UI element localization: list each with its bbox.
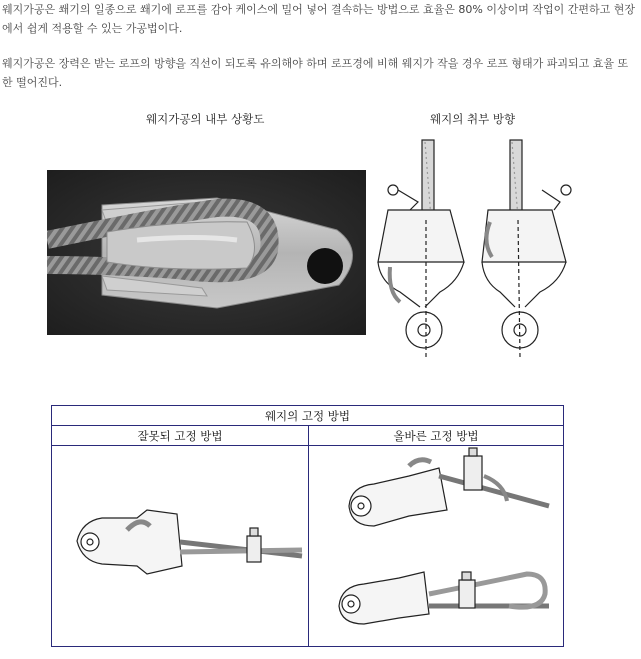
wrong-method-drawing [52, 446, 308, 646]
right-method-drawing [309, 446, 563, 646]
internal-diagram-caption: 웨지가공의 내부 상황도 [146, 112, 265, 126]
wedge-socket-photo [47, 170, 366, 335]
right-method-header: 올바른 고정 방법 [309, 426, 563, 446]
wrong-method-cell [52, 446, 309, 646]
caution-paragraph: 웨지가공은 장력은 받는 로프의 방향을 직선이 되도록 유의해야 하며 로프경에 비해 웨지가 작을 경우 로프 형태가 파괴되고 효율 또한 떨어진다. [2, 57, 629, 89]
wedge-fixing-table [51, 405, 564, 647]
intro-paragraph: 웨지가공은 쐐기의 일종으로 쐐기에 로프를 감아 케이스에 밀어 넣어 결속하는 방법으로 효율은 80% 이상이며 작업이 간편하고 현장에서 쉽게 적용할 수 있는 가공법이다. [2, 3, 635, 35]
table-title: 웨지의 고정 방법 [52, 406, 563, 426]
right-method-cell [309, 446, 563, 646]
wrong-method-header: 잘못되 고정 방법 [52, 426, 309, 446]
direction-diagram-caption: 웨지의 취부 방향 [430, 112, 516, 126]
wedge-mounting-direction-drawing [370, 132, 590, 362]
